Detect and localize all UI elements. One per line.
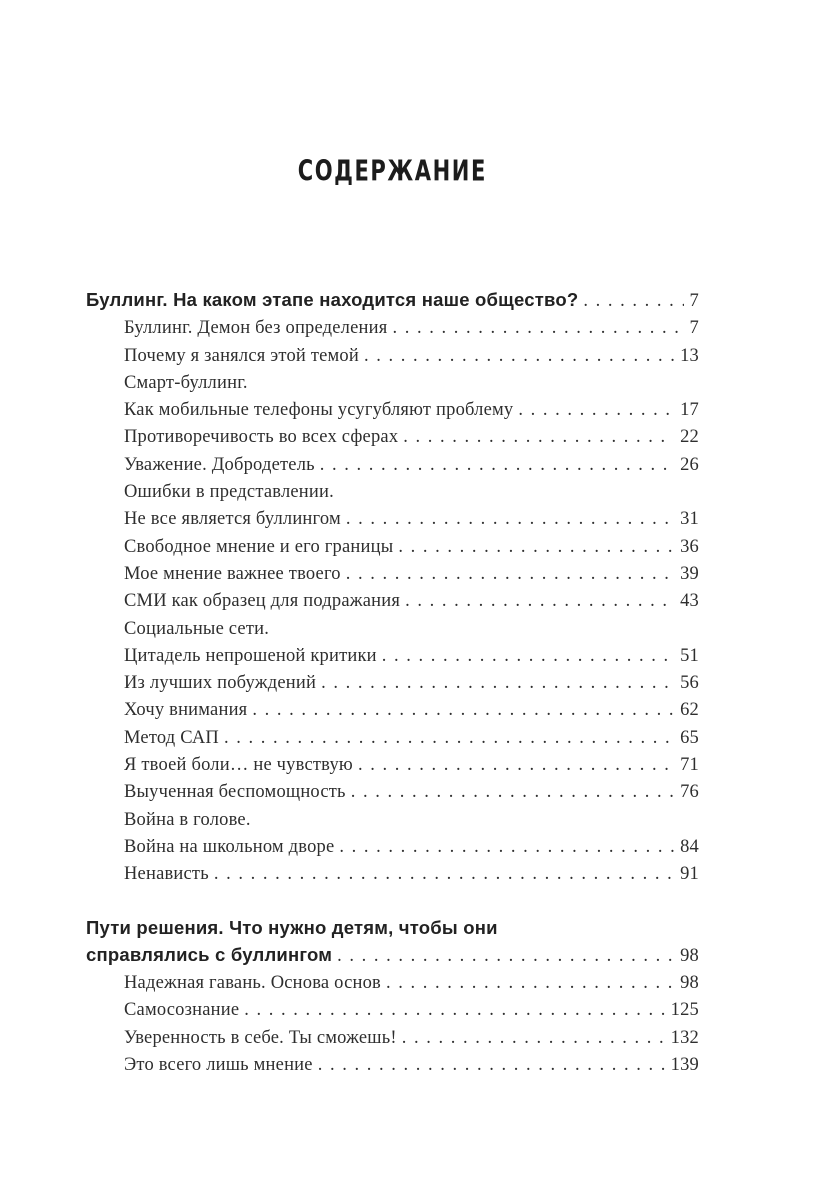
toc-label: Смарт-буллинг. bbox=[124, 372, 248, 393]
title-wrap bbox=[86, 156, 699, 196]
page-number: 7 bbox=[689, 318, 699, 339]
toc-label: Война в голове. bbox=[124, 809, 251, 830]
toc-entry bbox=[86, 561, 699, 588]
page-number: 62 bbox=[680, 700, 699, 721]
toc-row bbox=[86, 616, 699, 643]
toc-section bbox=[86, 914, 699, 1080]
toc-section bbox=[86, 286, 699, 889]
dot-leader bbox=[320, 452, 674, 479]
toc-label: Как мобильные телефоны усугубляют проблему bbox=[124, 400, 514, 421]
toc-entry bbox=[86, 452, 699, 479]
toc-row bbox=[86, 506, 699, 533]
page-number: 71 bbox=[680, 755, 699, 776]
toc-entry bbox=[86, 370, 699, 425]
page-number: 56 bbox=[680, 673, 699, 694]
toc-label: Ненависть bbox=[124, 864, 209, 885]
toc-label: Не все является буллингом bbox=[124, 509, 341, 530]
toc-row bbox=[86, 752, 699, 779]
page-number: 13 bbox=[680, 345, 699, 366]
toc-label: Свободное мнение и его границы bbox=[124, 536, 394, 557]
page-number: 125 bbox=[670, 1000, 699, 1021]
toc-entry bbox=[86, 588, 699, 615]
toc-label: Я твоей боли… не чувствую bbox=[124, 755, 353, 776]
dot-leader bbox=[403, 424, 674, 451]
toc-row bbox=[86, 286, 699, 315]
toc-section-header bbox=[86, 914, 699, 971]
toc-row bbox=[86, 861, 699, 888]
toc-label: Цитадель непрошеной критики bbox=[124, 645, 377, 666]
toc-label: справлялись с буллингом bbox=[86, 943, 333, 965]
page-number: 17 bbox=[680, 400, 699, 421]
toc-label: Мое мнение важнее твоего bbox=[124, 563, 341, 584]
dot-leader bbox=[351, 779, 674, 806]
toc-row bbox=[86, 941, 699, 970]
dot-leader bbox=[358, 752, 674, 779]
page-number: 98 bbox=[680, 973, 699, 994]
toc-label: Хочу внимания bbox=[124, 700, 248, 721]
toc-row bbox=[86, 779, 699, 806]
page-number: 7 bbox=[689, 291, 699, 311]
toc-row bbox=[86, 343, 699, 370]
toc-entry bbox=[86, 807, 699, 862]
toc-label: Уверенность в себе. Ты сможешь! bbox=[124, 1027, 397, 1048]
dot-leader bbox=[321, 670, 674, 697]
page-number: 132 bbox=[670, 1027, 699, 1048]
toc-label: Пути решения. Что нужно детям, чтобы они bbox=[86, 916, 498, 938]
toc-label: Война на школьном дворе bbox=[124, 836, 335, 857]
dot-leader bbox=[346, 561, 674, 588]
dot-leader bbox=[224, 725, 674, 752]
toc-label: Самосознание bbox=[124, 1000, 240, 1021]
toc-entry bbox=[86, 697, 699, 724]
page-number: 22 bbox=[680, 427, 699, 448]
page-number: 43 bbox=[680, 591, 699, 612]
toc-row bbox=[86, 424, 699, 451]
dot-leader bbox=[392, 315, 683, 342]
toc-row bbox=[86, 479, 699, 506]
page-number: 39 bbox=[680, 563, 699, 584]
dot-leader bbox=[405, 588, 674, 615]
page-number: 36 bbox=[680, 536, 699, 557]
page-number: 51 bbox=[680, 645, 699, 666]
toc-label: Ошибки в представлении. bbox=[124, 482, 334, 503]
page-title: СОДЕРЖАНИЕ bbox=[297, 155, 488, 188]
page-number: 98 bbox=[680, 945, 699, 966]
toc-label: Буллинг. Демон без определения bbox=[124, 318, 388, 339]
dot-leader bbox=[244, 997, 664, 1024]
toc-entry bbox=[86, 861, 699, 888]
page-number: 91 bbox=[680, 864, 699, 885]
toc bbox=[86, 286, 699, 1079]
page-number: 139 bbox=[670, 1055, 699, 1076]
toc-label: Надежная гавань. Основа основ bbox=[124, 973, 381, 994]
dot-leader bbox=[583, 288, 683, 315]
page-number: 31 bbox=[680, 509, 699, 530]
toc-entry bbox=[86, 424, 699, 451]
toc-row bbox=[86, 970, 699, 997]
page-number: 26 bbox=[680, 454, 699, 475]
dot-leader bbox=[318, 1052, 665, 1079]
toc-row bbox=[86, 370, 699, 397]
toc-entry bbox=[86, 970, 699, 997]
dot-leader bbox=[386, 970, 674, 997]
toc-row bbox=[86, 914, 699, 941]
toc-row bbox=[86, 452, 699, 479]
dot-leader bbox=[346, 506, 674, 533]
toc-section-header bbox=[86, 286, 699, 315]
toc-label: СМИ как образец для подражания bbox=[124, 591, 401, 612]
dot-leader bbox=[364, 343, 674, 370]
dot-leader bbox=[214, 861, 674, 888]
toc-entry bbox=[86, 725, 699, 752]
toc-row bbox=[86, 561, 699, 588]
toc-label: Социальные сети. bbox=[124, 618, 270, 639]
page-number: 84 bbox=[680, 836, 699, 857]
toc-label: Метод САП bbox=[124, 727, 219, 748]
toc-entry bbox=[86, 534, 699, 561]
dot-leader bbox=[252, 697, 674, 724]
page-number: 65 bbox=[680, 727, 699, 748]
dot-leader bbox=[518, 397, 674, 424]
toc-label: Это всего лишь мнение bbox=[124, 1055, 313, 1076]
toc-label: Почему я занялся этой темой bbox=[124, 345, 359, 366]
toc-row bbox=[86, 697, 699, 724]
dot-leader bbox=[398, 534, 674, 561]
toc-label: Выученная беспомощность bbox=[124, 782, 346, 803]
dot-leader bbox=[337, 943, 674, 970]
toc-row bbox=[86, 534, 699, 561]
toc-row bbox=[86, 643, 699, 670]
toc-entry bbox=[86, 779, 699, 806]
toc-label: Противоречивость во всех сферах bbox=[124, 427, 399, 448]
toc-row bbox=[86, 588, 699, 615]
toc-label: Уважение. Добродетель bbox=[124, 454, 315, 475]
toc-entry bbox=[86, 616, 699, 671]
toc-row bbox=[86, 315, 699, 342]
toc-row bbox=[86, 1052, 699, 1079]
toc-label: Буллинг. На каком этапе находится наше общество? bbox=[86, 289, 579, 310]
toc-entry bbox=[86, 1052, 699, 1079]
toc-row bbox=[86, 725, 699, 752]
toc-entry bbox=[86, 1025, 699, 1052]
toc-label: Из лучших побуждений bbox=[124, 673, 317, 694]
toc-row bbox=[86, 1025, 699, 1052]
dot-leader bbox=[402, 1025, 665, 1052]
toc-row bbox=[86, 834, 699, 861]
toc-row bbox=[86, 997, 699, 1024]
toc-entry bbox=[86, 997, 699, 1024]
page-number: 76 bbox=[680, 782, 699, 803]
toc-entry bbox=[86, 752, 699, 779]
dot-leader bbox=[339, 834, 674, 861]
toc-entry bbox=[86, 315, 699, 342]
toc-entry bbox=[86, 670, 699, 697]
toc-row bbox=[86, 397, 699, 424]
toc-row bbox=[86, 807, 699, 834]
dot-leader bbox=[382, 643, 674, 670]
toc-row bbox=[86, 670, 699, 697]
toc-entry bbox=[86, 343, 699, 370]
toc-entry bbox=[86, 479, 699, 534]
